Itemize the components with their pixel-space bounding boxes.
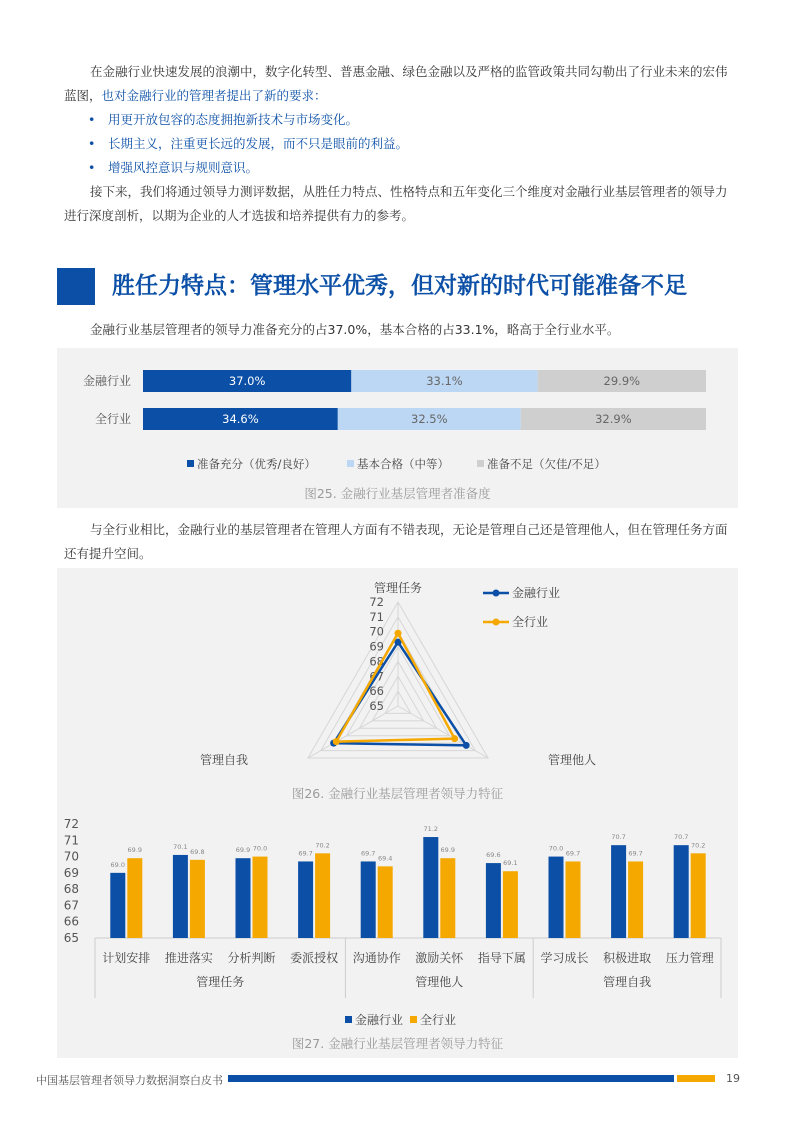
category-label: 沟通协作 [352,951,401,965]
data-label: 32.9% [595,412,632,426]
category-label: 委派授权 [290,951,339,965]
data-label: 69.4 [377,854,393,863]
intro-paragraph-1-text: 在金融行业快速发展的浪潮中，数字化转型、普惠金融、绿色金融以及严格的监管政策共同勾勒出了行业未来的宏伟蓝图， [64,64,728,103]
radar-tick-label: 70 [369,624,384,639]
radar-tick-label: 65 [369,699,384,713]
legend-label: 金融行业 [355,1013,404,1027]
data-label: 69.0 [110,860,126,869]
legend-label: 准备充分（优秀/良好） [197,457,316,471]
data-label: 29.9% [603,374,641,388]
footer-bar-gold [677,1075,715,1082]
group-label: 管理自我 [603,975,652,989]
radar-tick-label: 71 [369,609,384,624]
radar-series-line [336,633,454,741]
legend-label: 金融行业 [512,586,561,600]
list-item: • 增强风控意识与规则意识。 [86,156,408,180]
legend-swatch [410,1016,417,1023]
data-label: 69.7 [360,849,376,858]
data-label: 34.6% [222,412,259,426]
intro-paragraph-2: 接下来，我们将通过领导力测评数据，从胜任力特点、性格特点和五年变化三个维度对金融行业基层管理者的领导力进行深度剖析，以期为企业的人才选拔和培养提供有力的参考。 [64,184,728,223]
footer-title: 中国基层管理者领导力数据洞察白皮书 [36,1074,223,1087]
bar [549,857,564,938]
intro-paragraph-1-highlight: 也对金融行业的管理者提出了新的要求： [101,88,327,103]
y-tick-label: 70 [63,849,79,864]
radar-axis-label: 管理他人 [548,753,597,767]
requirements-list [86,108,408,180]
radar-tick-label: 69 [369,639,384,654]
radar-axis-label: 管理任务 [373,581,423,595]
bar [503,871,518,938]
category-label: 积极进取 [603,951,652,965]
bar [110,873,125,938]
legend-swatch [187,460,194,467]
radar-point [333,738,340,745]
radar-tick-label: 68 [369,654,384,669]
group-label: 管理他人 [415,975,464,989]
bar [566,861,581,938]
category-label: 压力管理 [665,951,714,965]
figure-25-panel [57,348,738,508]
bar [628,861,643,938]
data-label: 70.1 [173,842,188,851]
legend-marker [493,590,500,597]
leadership-radar-chart [57,568,738,790]
legend-marker [493,619,500,626]
radar-point [395,630,402,637]
category-label: 计划安排 [102,951,151,965]
section-title: 胜任力特点：管理水平优秀，但对新的时代可能准备不足 [112,273,687,299]
bar [127,858,142,938]
bar [315,853,330,938]
bar [253,857,268,938]
bar [423,837,438,938]
category-label: 学习成长 [540,951,589,965]
page-number: 19 [726,1072,740,1085]
bar [190,860,205,938]
legend-label: 全行业 [512,615,549,629]
data-label: 69.9 [127,846,143,855]
list-item: • 用更开放包容的态度拥抱新技术与市场变化。 [86,108,408,132]
legend-swatch [347,460,354,467]
section-paragraph-1: 金融行业基层管理者的领导力准备充分的占37.0%，基本合格的占33.1%，略高于全行业水平。 [90,322,620,337]
data-label: 71.2 [423,825,439,834]
data-label: 70.0 [252,844,268,853]
list-item: • 长期主义，注重更长远的发展，而不只是眼前的利益。 [86,132,408,156]
category-label: 全行业 [94,412,131,426]
data-label: 70.2 [690,841,706,850]
data-label: 69.9 [440,846,456,855]
radar-point [451,735,458,742]
intro-paragraph-1 [64,60,734,108]
data-label: 70.0 [548,844,564,853]
footer-bar-blue [228,1075,674,1082]
data-label: 69.9 [235,846,251,855]
y-tick-label: 68 [63,882,79,897]
y-tick-label: 66 [63,914,79,929]
figure-26-27-panel [57,568,738,1058]
bar [361,861,376,938]
bar [378,866,393,938]
section-paragraph-2: 与全行业相比，金融行业的基层管理者在管理人方面有不错表现，无论是管理自己还是管理他人，但在管理任务方面还有提升空间。 [64,522,728,561]
data-label: 70.7 [673,833,689,842]
legend-swatch [345,1016,352,1023]
figure-27-caption: 图27. 金融行业基层管理者领导力特征 [291,1036,504,1051]
data-label: 69.7 [628,849,643,858]
y-tick-label: 69 [63,865,79,880]
legend-label: 准备不足（欠佳/不足） [487,457,606,471]
category-label: 金融行业 [82,374,131,388]
legend-label: 全行业 [420,1013,457,1027]
bar [691,853,706,938]
bar [298,861,313,938]
legend-swatch [477,460,484,467]
y-tick-label: 65 [63,931,79,945]
category-label: 分析判断 [227,951,276,965]
data-label: 32.5% [411,412,448,426]
data-label: 69.1 [503,859,518,868]
figure-26-caption: 图26. 金融行业基层管理者领导力特征 [291,786,504,801]
data-label: 69.7 [565,849,581,858]
data-label: 33.1% [426,374,463,388]
bar [674,845,689,938]
radar-tick-label: 67 [369,669,384,684]
section-marker [57,268,95,305]
data-label: 69.7 [298,849,313,858]
bar [486,863,501,938]
y-tick-label: 72 [63,817,79,831]
category-label: 指导下属 [477,951,526,965]
data-label: 69.8 [190,847,205,856]
y-tick-label: 67 [63,898,79,913]
legend-label: 基本合格（中等） [357,457,449,471]
radar-tick-label: 66 [369,684,384,699]
group-label: 管理任务 [196,975,245,989]
radar-axis-label: 管理自我 [199,753,248,767]
data-label: 69.6 [486,851,501,860]
y-tick-label: 71 [63,833,79,848]
bar [173,855,188,938]
category-label: 推进落实 [164,951,213,965]
data-label: 37.0% [228,374,266,388]
bar [440,858,455,938]
data-label: 70.2 [315,841,330,850]
radar-tick-label: 72 [369,595,384,609]
radar-point [463,742,470,749]
bar [236,858,251,938]
bar [611,845,626,938]
category-label: 激励关怀 [415,951,464,965]
figure-25-caption: 图25. 金融行业基层管理者准备度 [304,486,491,501]
data-label: 70.7 [611,833,626,842]
leadership-dimension-bar-chart [57,808,738,1058]
